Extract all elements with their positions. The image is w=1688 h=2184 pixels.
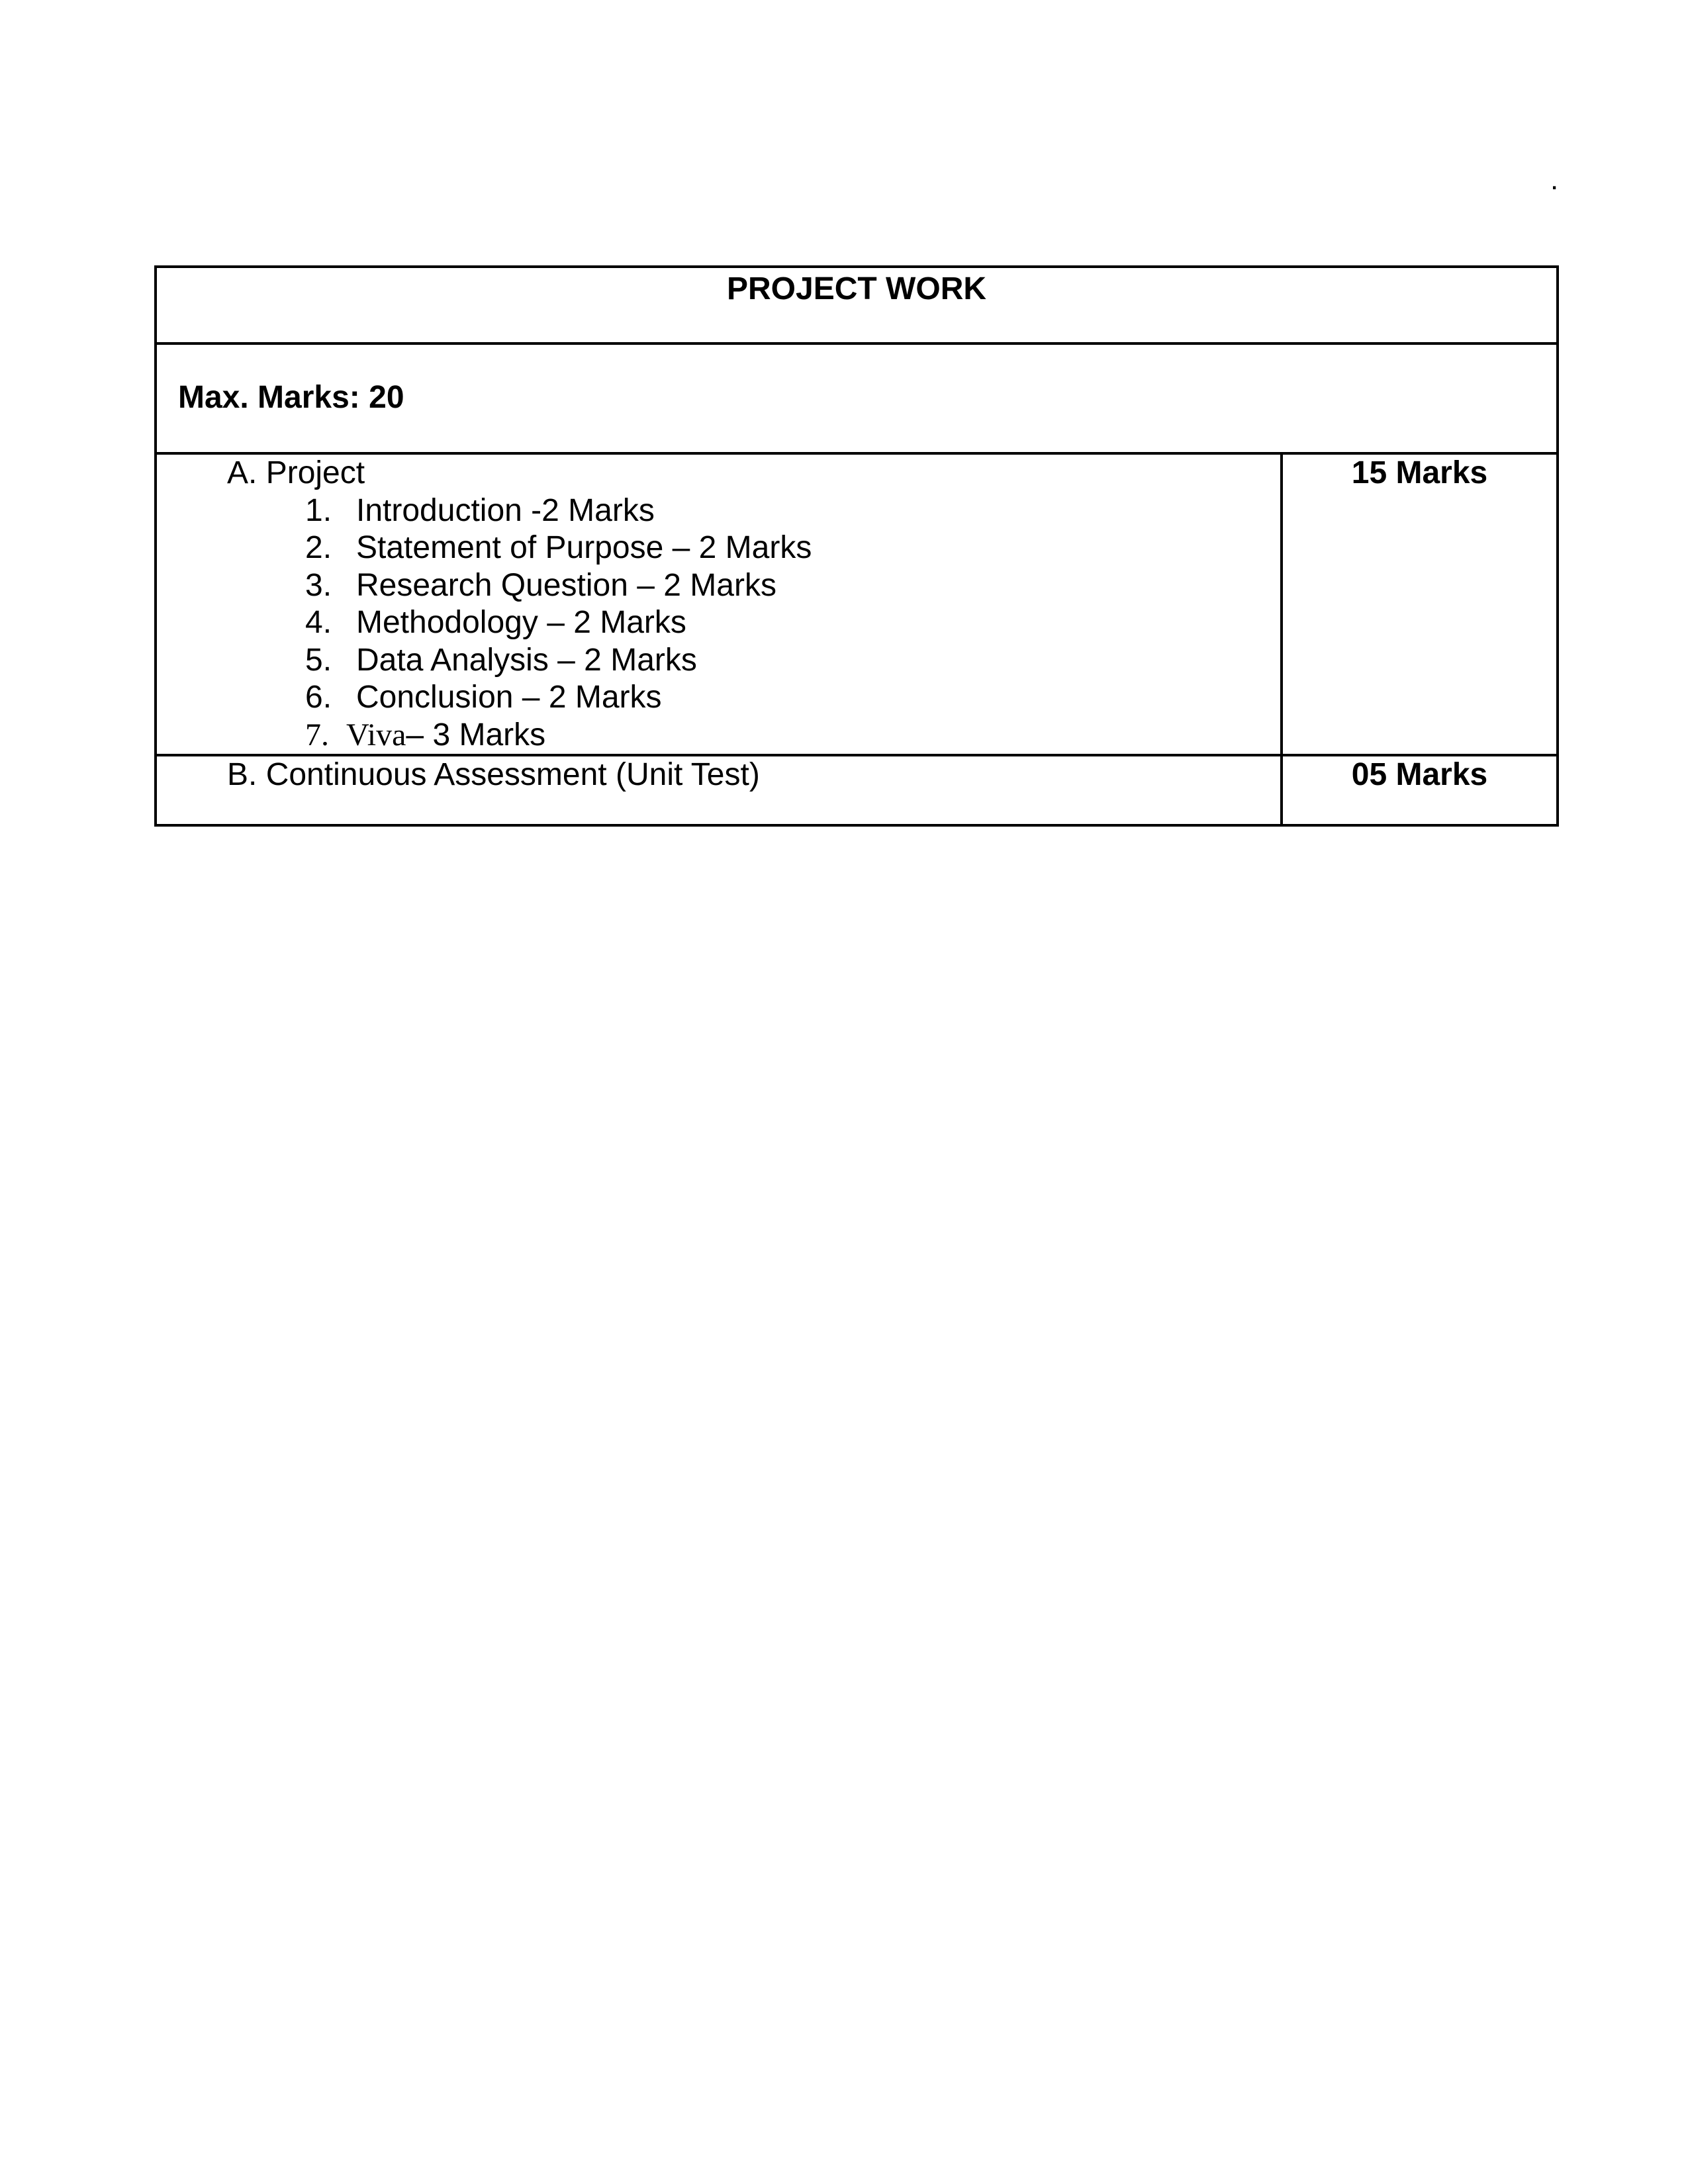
table-title-row: [156, 267, 1558, 343]
list-item-text: Data Analysis – 2 Marks: [356, 642, 697, 678]
list-item-text: Methodology – 2 Marks: [356, 605, 686, 640]
list-item-text: Research Question – 2 Marks: [356, 567, 776, 603]
part-a-description-cell: [156, 453, 1282, 755]
list-item-number: 6.: [305, 680, 332, 715]
list-item-number: 7.: [305, 717, 329, 752]
part-a-marks-cell: [1282, 453, 1558, 755]
part-a-row: [156, 453, 1558, 755]
part-b-marks-cell: [1282, 755, 1558, 825]
list-item: [305, 604, 1280, 642]
table-title-cell: [156, 267, 1558, 343]
max-marks-row: [156, 343, 1558, 453]
list-item-number: 5.: [305, 642, 332, 678]
list-item-number: 1.: [305, 492, 332, 528]
list-item: [305, 717, 1280, 754]
list-item-text-viva: Viva: [346, 717, 406, 752]
part-a-criteria-list: [157, 492, 1280, 754]
part-b-row: [156, 755, 1558, 825]
list-item-text: Conclusion – 2 Marks: [356, 680, 662, 715]
list-item: [305, 567, 1280, 605]
max-marks-cell: [156, 343, 1558, 453]
max-marks-label: Max. Marks: 20: [178, 380, 404, 415]
list-item-text: – 3 Marks: [406, 717, 546, 752]
part-b-marks: 05 Marks: [1351, 757, 1488, 792]
list-item: [305, 642, 1280, 680]
project-work-marks-table: [154, 265, 1559, 827]
table-title: PROJECT WORK: [727, 271, 987, 306]
list-item: [305, 492, 1280, 530]
part-a-heading: A. Project: [227, 455, 365, 490]
part-b-description-cell: [156, 755, 1282, 825]
list-item: [305, 529, 1280, 567]
part-a-marks: 15 Marks: [1351, 455, 1488, 490]
list-item-text: Introduction -2 Marks: [356, 492, 655, 528]
page-corner-mark: .: [1550, 163, 1559, 196]
list-item-text: Statement of Purpose – 2 Marks: [356, 530, 812, 565]
list-item-number: 3.: [305, 567, 332, 603]
part-b-heading: B. Continuous Assessment (Unit Test): [227, 757, 760, 792]
list-item: [305, 679, 1280, 717]
list-item-number: 4.: [305, 605, 332, 640]
list-item-number: 2.: [305, 530, 332, 565]
